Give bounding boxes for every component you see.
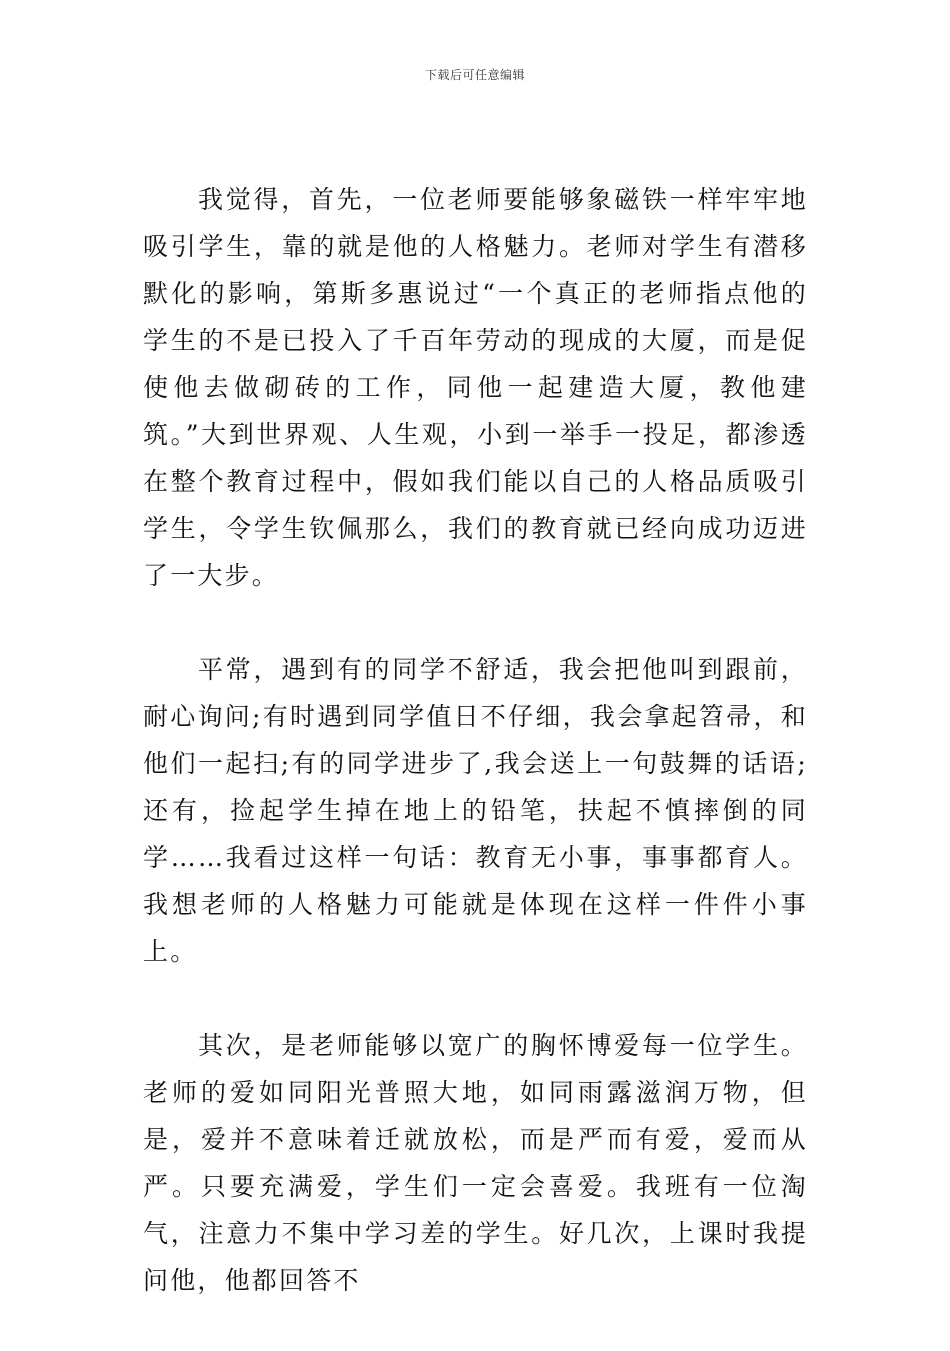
paragraph-3: 其次，是老师能够以宽广的胸怀博爱每一位学生。老师的爱如同阳光普照大地，如同雨露滋润万物，但是，爱并不意味着迁就放松，而是严而有爱，爱而从严。只要充满爱，学生们一定会喜爱。我班有一位淘气，注意力不集中学习差的学生。好几次，上课时我提问他，他都回答不 [143, 1031, 808, 1295]
paragraph-2: 平常，遇到有的同学不舒适，我会把他叫到跟前，耐心询问;有时遇到同学值日不仔细，我会拿起笤帚，和他们一起扫;有的同学进步了,我会送上一句鼓舞的话语;还有，捡起学生掉在地上的铅笔，扶起不慎摔倒的同学……我看过这样一句话：教育无小事，事事都育人。我想老师的人格魅力可能就是体现在这样一件件小事上。 [143, 655, 808, 966]
document-body [143, 176, 808, 1351]
paragraph-1: 我觉得，首先，一位老师要能够象磁铁一样牢牢地吸引学生，靠的就是他的人格魅力。老师对学生有潜移默化的影响，第斯多惠说过“一个真正的老师指点他的学生的不是已投入了千百年劳动的现成的大厦，而是促使他去做砌砖的工作，同他一起建造大厦，教他建筑。”大到世界观、人生观，小到一举手一投足，都渗透在整个教育过程中，假如我们能以自己的人格品质吸引学生，令学生钦佩那么，我们的教育就已经向成功迈进了一大步。 [143, 185, 808, 590]
page-header-note: 下载后可任意编辑 [424, 68, 525, 82]
